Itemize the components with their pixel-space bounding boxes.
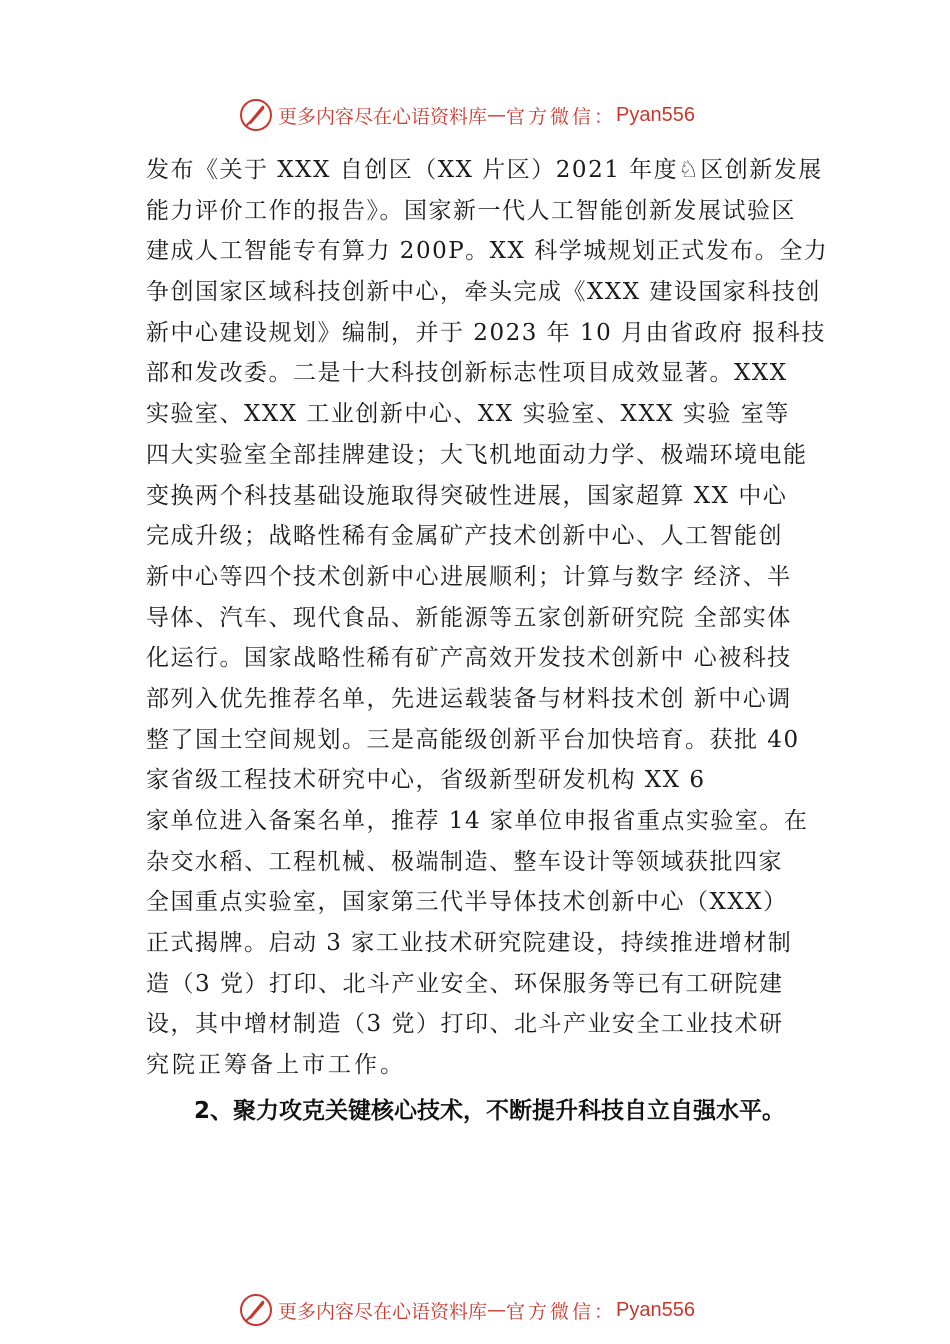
text-line: 部列入优先推荐名单，先进运载装备与材料技术创 新中心调 [146,685,792,712]
text-line: 完成升级；战略性稀有金属矿产技术创新中心、人工智能创 [146,523,783,550]
header-banner [238,95,695,135]
text-line: 变换两个科技基础设施取得突破性进展，国家超算 XX 中心 [146,482,788,509]
text-line: 能力评价工作的报告》。国家新一代人工智能创新发展试验区 [146,197,796,224]
text-line: 争创国家区域科技创新中心，牵头完成《XXX 建设国家科技创 [146,279,821,306]
text-line: 新中心建设规划》编制，并于 2023 年 10 月由省政府 报科技 [146,319,826,346]
text-line: 四大实验室全部挂牌建设；大飞机地面动力学、极端环境电能 [146,441,808,468]
banner-wechat-id: Pyan556 [616,1298,695,1321]
banner-separator: — [487,1299,507,1321]
footer-banner [238,1290,695,1330]
text-line: 新中心等四个技术创新中心进展顺利；计算与数字 经济、半 [146,563,792,590]
banner-separator: — [487,104,507,126]
text-line: 化运行。国家战略性稀有矿产高效开发技术创新中 心被科技 [146,645,792,672]
quill-logo-icon [238,97,274,133]
banner-title: 更多内容尽在心语资料库 [278,105,488,128]
text-line: 家省级工程技术研究中心，省级新型研发机构 XX 6 [146,767,706,794]
banner-title: 更多内容尽在心语资料库 [278,1300,488,1323]
text-line: 究院正筹备上市工作。 [146,1052,406,1079]
text-line: 导体、汽车、现代食品、新能源等五家创新研究院 全部实体 [146,604,792,631]
banner-wechat-label: 官方微信： [506,1300,617,1323]
text-line: 部和发改委。二是十大科技创新标志性项目成效显著。XXX [146,360,788,387]
body-text [146,150,836,1086]
section-heading: 2、聚力攻克关键核心技术，不断提升科技自立自强水平。 [194,1098,786,1124]
text-line: 全国重点实验室，国家第三代半导体技术创新中心（XXX） [146,889,788,916]
text-line: 实验室、XXX 工业创新中心、XX 实验室、XXX 实验 室等 [146,401,790,428]
text-line: 杂交水稻、工程机械、极端制造、整车设计等领域获批四家 [146,848,783,875]
text-line: 整了国土空间规划。三是高能级创新平台加快培育。获批 40 [146,726,800,753]
banner-wechat-id: Pyan556 [616,103,695,126]
text-line: 正式揭牌。启动 3 家工业技术研究院建设，持续推进增材制 [146,930,793,957]
text-line: 设，其中增材制造（3 党）打印、北斗产业安全工业技术研 [146,1011,784,1038]
text-line: 发布《关于 XXX 自创区（XX 片区）2021 年度♘区创新发展 [146,157,823,183]
text-line: 家单位进入备案名单，推荐 14 家单位申报省重点实验室。在 [146,808,809,834]
quill-logo-icon [238,1292,274,1328]
banner-wechat-label: 官方微信： [506,105,617,128]
text-line: 建成人工智能专有算力 200P。XX 科学城规划正式发布。全力 [146,238,829,265]
text-line: 造（3 党）打印、北斗产业安全、环保服务等已有工研院建 [146,970,784,997]
